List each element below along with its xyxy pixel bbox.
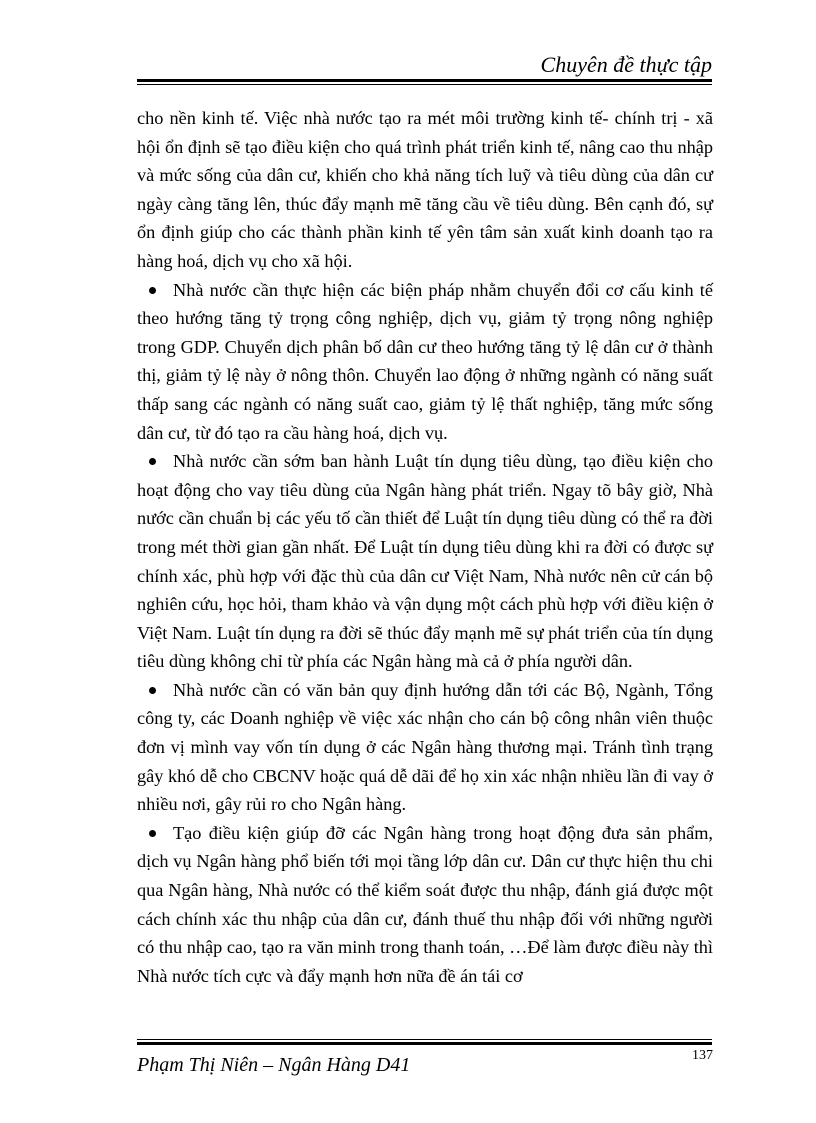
bullet-item xyxy=(137,819,713,991)
header-rule-thin xyxy=(137,84,712,85)
bullet-item xyxy=(137,276,713,448)
footer-rule-thick xyxy=(137,1042,712,1045)
page-number: 137 xyxy=(692,1048,713,1063)
bullet-item xyxy=(137,447,713,676)
bullet-icon xyxy=(149,287,156,294)
page-body xyxy=(137,104,713,990)
header-title: Chuyên đề thực tập xyxy=(540,52,712,77)
bullet-text: Nhà nước cần sớm ban hành Luật tín dụng tiêu dùng, tạo điều kiện cho hoạt động cho vay tiêu dùng của Ngân hàng phát triển. Ngay tõ bây giờ, Nhà nước cần chuẩn bị các yếu tố cần thiết để Luật tín dụng tiêu dùng có thể ra đời trong mét thời gian gần nhất. Để Luật tín dụng tiêu dùng khi ra đời có được sự chính xác, phù hợp với đặc thù của dân cư Việt Nam, Nhà nước nên cử cán bộ nghiên cứu, học hỏi, tham khảo và vận dụng một cách phù hợp với điều kiện ở Việt Nam. Luật tín dụng ra đời sẽ thúc đẩy mạnh mẽ sự phát triển của tín dụng tiêu dùng không chỉ từ phía các Ngân hàng mà cả ở phía người dân. xyxy=(137,451,713,672)
footer-rule-thin xyxy=(137,1039,712,1040)
header-rule-thick xyxy=(137,79,712,82)
bullet-text: Tạo điều kiện giúp đỡ các Ngân hàng trong hoạt động đưa sản phẩm, dịch vụ Ngân hàng phổ biến tới mọi tầng lớp dân cư. Dân cư thực hiện thu chi qua Ngân hàng, Nhà nước có thể kiểm soát được thu nhập, đánh giá được một cách chính xác thu nhập của dân cư, đánh thuế thu nhập đối với những người có thu nhập cao, tạo ra văn minh trong thanh toán, …Để làm được điều này thì Nhà nước tích cực và đẩy mạnh hơn nữa đề án tái cơ xyxy=(137,822,713,986)
intro-paragraph: cho nền kinh tế. Việc nhà nước tạo ra mét môi trường kinh tế- chính trị - xã hội ổn định sẽ tạo điều kiện cho quá trình phát triển kinh tế, nâng cao thu nhập và mức sống của dân cư, khiến cho khả năng tích luỹ và tiêu dùng của dân cư ngày càng tăng lên, thúc đẩy mạnh mẽ tăng cầu về tiêu dùng. Bên cạnh đó, sự ổn định giúp cho các thành phần kinh tế yên tâm sản xuất kinh doanh tạo ra hàng hoá, dịch vụ cho xã hội. xyxy=(137,108,713,271)
bullet-icon xyxy=(149,830,156,837)
bullet-text: Nhà nước cần thực hiện các biện pháp nhằm chuyển đổi cơ cấu kinh tế theo hướng tăng tỷ trọng công nghiệp, dịch vụ, giảm tỷ trọng nông nghiệp trong GDP. Chuyển dịch phân bố dân cư theo hướng tăng tỷ lệ dân cư ở thành thị, giảm tỷ lệ này ở nông thôn. Chuyển lao động ở những ngành có năng suất thấp sang các ngành có năng suất cao, giảm tỷ lệ thất nghiệp, tăng mức sống dân cư, từ đó tạo ra cầu hàng hoá, dịch vụ. xyxy=(137,279,713,443)
bullet-icon xyxy=(149,687,156,694)
footer-author: Phạm Thị Niên – Ngân Hàng D41 xyxy=(137,1054,411,1076)
bullet-text: Nhà nước cần có văn bản quy định hướng dẫn tới các Bộ, Ngành, Tổng công ty, các Doanh nghiệp về việc xác nhận cho cán bộ công nhân viên thuộc đơn vị mình vay vốn tín dụng ở các Ngân hàng thương mại. Tránh tình trạng gây khó dễ cho CBCNV hoặc quá dễ dãi để họ xin xác nhận nhiều lần đi vay ở nhiều nơi, gây rủi ro cho Ngân hàng. xyxy=(137,679,713,815)
bullet-item xyxy=(137,676,713,819)
